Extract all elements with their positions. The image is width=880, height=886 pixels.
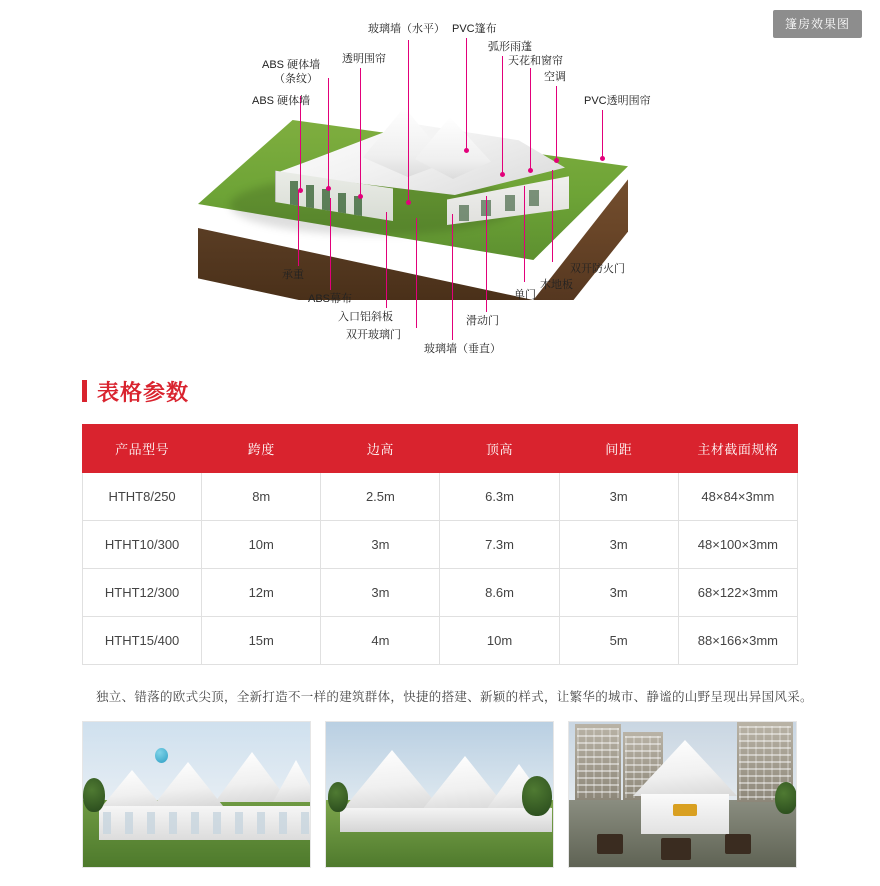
label-transparent-curtain: 透明围帘	[342, 53, 386, 65]
balloon-decoration	[155, 748, 168, 763]
table-cell: HTHT12/300	[83, 569, 202, 617]
leader-line	[416, 218, 417, 328]
chair	[597, 834, 623, 854]
leader-dot	[358, 194, 363, 199]
table-header-cell: 主材截面规格	[678, 425, 797, 473]
table-cell: 4m	[321, 617, 440, 665]
label-double-fire-door: 双开防火门	[570, 263, 625, 275]
table-row	[83, 521, 798, 569]
tree	[83, 778, 105, 812]
leader-dot	[464, 148, 469, 153]
label-text-second-line: （条纹）	[274, 73, 318, 85]
table-cell: 48×84×3mm	[678, 473, 797, 521]
leader-line	[530, 68, 531, 170]
diagram-section	[0, 0, 880, 360]
table-cell: 3m	[559, 569, 678, 617]
table-cell: 6.3m	[440, 473, 559, 521]
label-ceiling-and-window-curtain: 天花和窗帘	[508, 55, 563, 67]
tent-wall-shape	[340, 808, 552, 832]
leader-dot	[528, 168, 533, 173]
tent-window-row	[103, 812, 311, 834]
table-header-cell: 产品型号	[83, 425, 202, 473]
label-load-bearing: 承重	[282, 269, 304, 281]
leader-line	[602, 110, 603, 158]
section-title	[82, 370, 880, 412]
page-title: 表格参数	[97, 379, 190, 405]
leader-line	[556, 86, 557, 160]
photo-gallery	[82, 721, 798, 868]
leader-line	[386, 212, 387, 308]
table-cell: HTHT8/250	[83, 473, 202, 521]
leader-dot	[406, 200, 411, 205]
table-cell: 5m	[559, 617, 678, 665]
leader-line	[502, 56, 503, 174]
photo-white-tent-row	[82, 721, 311, 868]
table-cell: 8.6m	[440, 569, 559, 617]
leader-line	[360, 68, 361, 196]
label-entrance-aluminum-ramp: 入口铝斜板	[338, 311, 393, 323]
table-header-cell: 间距	[559, 425, 678, 473]
leader-line	[408, 40, 409, 202]
label-pvc-canopy: PVC篷布	[452, 23, 497, 35]
leader-line	[524, 186, 525, 282]
table-row	[83, 473, 798, 521]
leader-line	[466, 38, 467, 150]
diagram-badge: 篷房效果图	[773, 10, 862, 38]
table-cell: 10m	[440, 617, 559, 665]
label-wood-floor: 木地板	[540, 279, 573, 291]
table-cell: HTHT15/400	[83, 617, 202, 665]
table-cell: 3m	[559, 473, 678, 521]
label-abs-curtain: ABS幕布	[308, 293, 353, 305]
table-row	[83, 617, 798, 665]
label-glass-wall-horizontal: 玻璃墙（水平）	[368, 23, 445, 35]
leader-line	[300, 96, 301, 190]
table-cell: 88×166×3mm	[678, 617, 797, 665]
table-cell: 68×122×3mm	[678, 569, 797, 617]
table-cell: 3m	[321, 569, 440, 617]
label-abs-hard-wall-striped	[262, 58, 320, 86]
tent-logo	[673, 804, 697, 816]
table-header-cell: 顶高	[440, 425, 559, 473]
tree	[522, 776, 552, 816]
table-cell: 7.3m	[440, 521, 559, 569]
title-accent-bar	[82, 380, 87, 402]
table-cell: 2.5m	[321, 473, 440, 521]
leader-line	[330, 198, 331, 290]
tree	[775, 782, 797, 814]
tent-illustration	[0, 0, 880, 360]
chair	[725, 834, 751, 854]
table-cell: 48×100×3mm	[678, 521, 797, 569]
label-glass-wall-vertical: 玻璃墙（垂直）	[424, 343, 501, 355]
leader-line	[328, 78, 329, 188]
leader-line	[486, 196, 487, 312]
label-double-glass-door: 双开玻璃门	[346, 329, 401, 341]
table-cell: 12m	[202, 569, 321, 617]
table-header-cell: 跨度	[202, 425, 321, 473]
chair	[661, 838, 691, 860]
table-header-row	[83, 425, 798, 473]
spec-table	[82, 424, 798, 665]
table-cell: 3m	[321, 521, 440, 569]
caption-text: 独立、错落的欧式尖顶，全新打造不一样的建筑群体，快捷的搭建、新颖的样式，让繁华的城市、静谧的山野呈现出异国风采。	[96, 690, 813, 704]
leader-line	[298, 190, 299, 266]
photo-large-tent-field	[325, 721, 554, 868]
photo-tent-with-building	[568, 721, 797, 868]
label-single-door: 单门	[514, 289, 536, 301]
label-arc-awning: 弧形雨蓬	[488, 41, 532, 53]
table-cell: 3m	[559, 521, 678, 569]
label-pvc-transparent-curtain: PVC透明围帘	[584, 95, 651, 107]
leader-dot	[326, 186, 331, 191]
label-air-conditioner: 空调	[544, 71, 566, 83]
table-cell: HTHT10/300	[83, 521, 202, 569]
tree	[328, 782, 348, 812]
label-abs-hard-wall: ABS 硬体墙	[252, 95, 311, 107]
table-row	[83, 569, 798, 617]
leader-dot	[600, 156, 605, 161]
label-text: ABS 硬体墙	[262, 59, 321, 71]
table-cell: 8m	[202, 473, 321, 521]
building	[575, 724, 621, 800]
leader-line	[452, 214, 453, 340]
leader-line	[552, 170, 553, 262]
leader-dot	[500, 172, 505, 177]
label-sliding-door: 滑动门	[466, 315, 499, 327]
table-cell: 10m	[202, 521, 321, 569]
tent-structure	[255, 105, 585, 225]
leader-dot	[554, 158, 559, 163]
table-cell: 15m	[202, 617, 321, 665]
table-header-cell: 边高	[321, 425, 440, 473]
